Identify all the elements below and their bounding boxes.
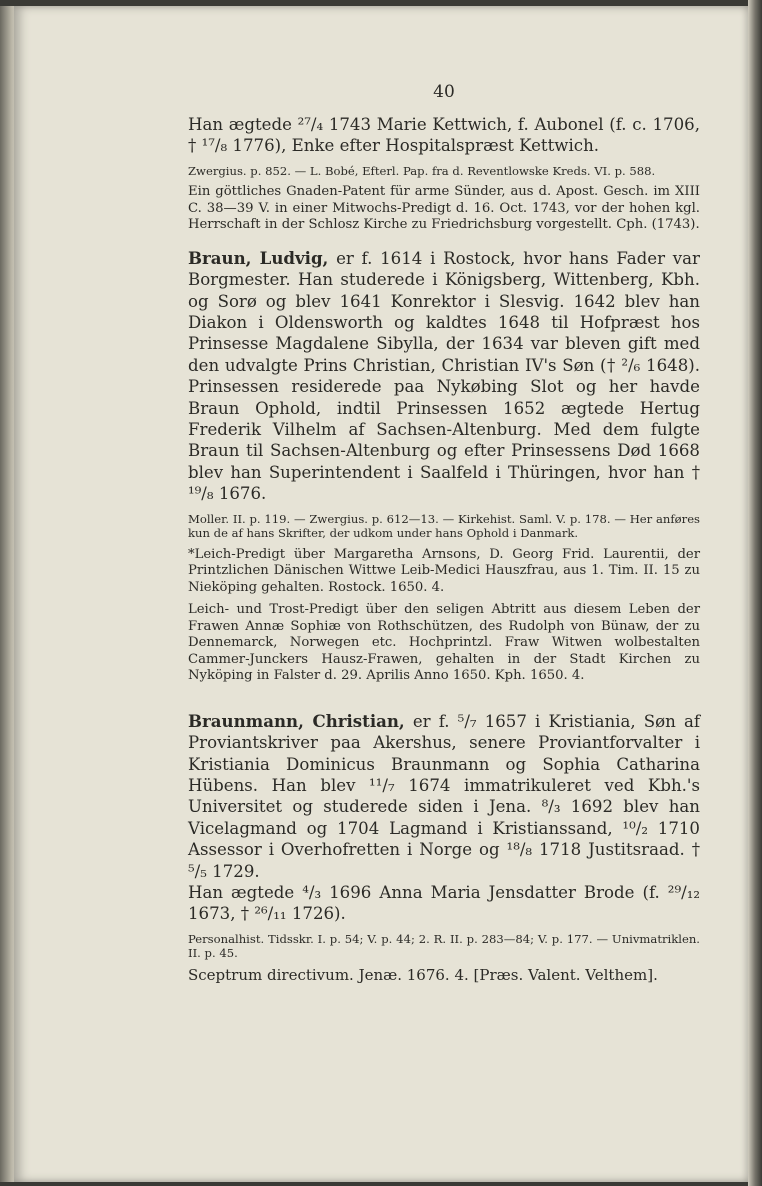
kettwich-work: Ein göttliches Gnaden-Patent für arme Sünder, aus d. Apost. Gesch. im XIII C. 38—39 V. in einer Mitwochs-Predigt d. 16. Oct. 1743, vor der hohen kgl. Herrschaft in der Schlosz Kirche zu Friedrichsburg vorgestellt. Cph. (1743). (188, 184, 700, 233)
kettwich-references: Zwergius. p. 852. — L. Bobé, Efterl. Pap. fra d. Reventlowske Kreds. VI. p. 588. (188, 163, 656, 178)
braunmann-entry (188, 711, 700, 882)
braunmann-marriage: Han ægtede ⁴/₃ 1696 Anna Maria Jensdatter Brode (f. ²⁹/₁₂ 1673, † ²⁶/₁₁ 1726). (188, 882, 700, 924)
braun-bio: er f. 1614 i Rostock, hvor hans Fader var Borgmester. Han studerede i Königsberg, Wittenberg, Kbh. og Sorø og blev 1641 Konrektor i Slesvig. 1642 blev han Diakon i Oldensworth og kaldtes 1648 til Hofpræst hos Prinsesse Magdalene Sibylla, der 1634 var bleven gift med den udvalgte Prins Christian, Christian IV's Søn († ²/₆ 1648). Prinsessen residerede paa Nykøbing Slot og her havde Braun Ophold, indtil Prinsessen 1652 ægtede Hertug Frederik Vilhelm af Sachsen-Altenburg. Med dem fulgte Braun til Sachsen-Altenburg og efter Prinsessens Død 1668 blev han Superintendent i Saalfeld i Thüringen, hvor han † ¹⁹/₈ 1676. (188, 248, 700, 504)
braun-work-2: Leich- und Trost-Predigt über den seligen Abtritt aus diesem Leben der Frawen Annæ Sophiæ von Rothschützen, des Rudolph von Bünaw, der zu Dennemarck, Norwegen etc. Hochprintzl. Fraw Witwen wolbestalten Cammer-Junckers Hausz-Frawen, gehalten in der Stadt Kirchen zu Nyköping in Falster d. 29. Aprilis Anno 1650. Kph. 1650. 4. (188, 602, 700, 684)
braun-references: Moller. II. p. 119. — Zwergius. p. 612—13. — Kirkehist. Saml. V. p. 178. — Her anføres kun de af hans Skrifter, der udkom under hans Ophold i Danmark. (188, 511, 700, 541)
page-content (188, 82, 700, 985)
kettwich-marriage: Han ægtede ²⁷/₄ 1743 Marie Kettwich, f. Aubonel (f. c. 1706, † ¹⁷/₈ 1776), Enke efter Hospitalspræst Kettwich. (188, 115, 700, 156)
braunmann-name: Braunmann, Christian, (188, 710, 405, 731)
page-edge (748, 0, 762, 1186)
braun-name: Braun, Ludvig, (188, 247, 329, 268)
braun-work-1: *Leich-Predigt über Margaretha Arnsons, D. Georg Frid. Laurentii, der Printzlichen Dänischen Wittwe Leib-Medici Hauszfrau, aus 1. Tim. II. 15 zu Nieköping gehalten. Rostock. 1650. 4. (188, 546, 700, 595)
braunmann-bio: er f. ⁵/₇ 1657 i Kristiania, Søn af Proviantskriver paa Akershus, senere Proviantforvalter i Kristiania Dominicus Braunmann og Sophia Catharina Hübens. Han blev ¹¹/₇ 1674 immatrikuleret ved Kbh.'s Universitet og studerede siden i Jena. ⁸/₃ 1692 blev han Vicelagmand og 1704 Lagmand i Kristianssand, ¹⁰/₂ 1710 Assessor i Overhofretten i Norge og ¹⁸/₈ 1718 Justitsraad. † ⁵/₅ 1729. (188, 711, 700, 881)
braunmann-work: Sceptrum directivum. Jenæ. 1676. 4. [Præs. Valent. Velthem]. (188, 965, 658, 984)
braunmann-references: Personalhist. Tidsskr. I. p. 54; V. p. 44; 2. R. II. p. 283—84; V. p. 177. — Univmatriklen. II. p. 45. (188, 931, 700, 961)
page-number: 40 (433, 82, 455, 102)
braun-entry (188, 248, 700, 505)
